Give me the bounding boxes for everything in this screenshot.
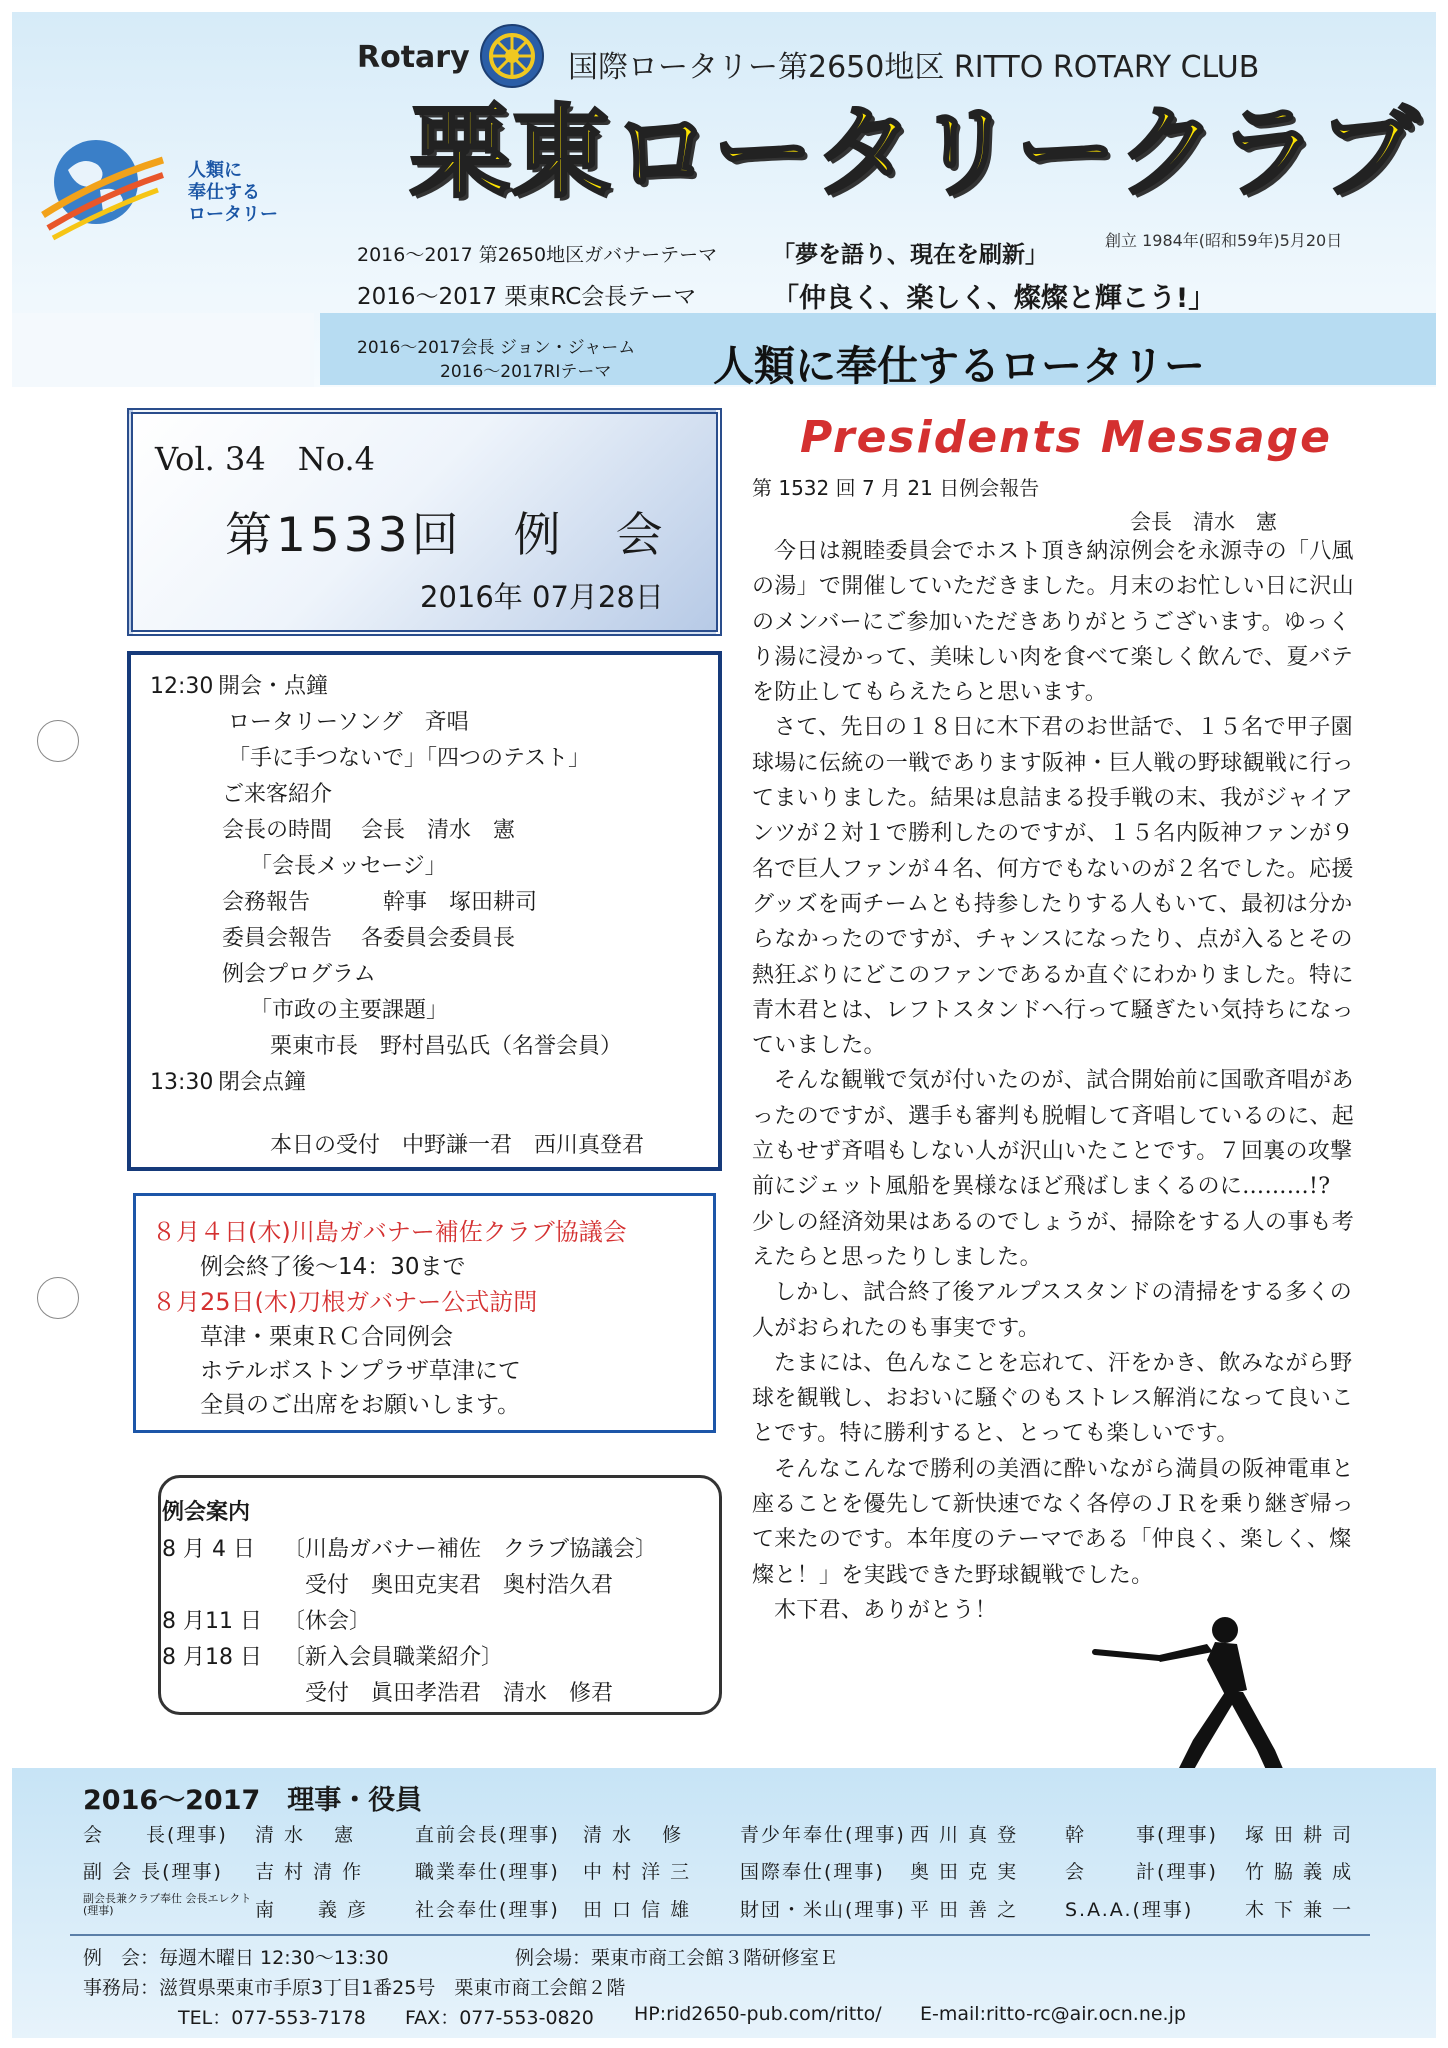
globe-logo-icon — [38, 120, 168, 250]
program-text: 「市政の主要課題」 — [250, 998, 449, 1023]
officer-role: 青少年奉仕(理事) — [740, 1824, 906, 1846]
officer-name: 木 下 兼 一 — [1245, 1899, 1354, 1921]
office-address: 事務局：滋賀県栗東市手原3丁目1番25号 栗東市商工会館２階 — [83, 1977, 626, 1999]
schedule-text: 〔新入会員職業紹介〕 — [283, 1645, 504, 1670]
program-text: ご来客紹介 — [222, 782, 333, 807]
president-theme-label: 2016～2017 栗東RC会長テーマ — [357, 284, 697, 310]
schedule-text: 〔川島ガバナー補佐 クラブ協議会〕 — [283, 1537, 658, 1562]
officer-role: S.A.A.(理事) — [1065, 1899, 1194, 1921]
district-title: 国際ロータリー第2650地区 RITTO ROTARY CLUB — [568, 50, 1260, 85]
program-text: 委員会報告 各委員会委員長 — [222, 926, 515, 951]
meeting-date: 2016年 07月28日 — [420, 580, 664, 614]
program-item — [150, 813, 622, 849]
volume-number: Vol. 34 No.4 — [155, 440, 375, 478]
officer-name: 清 水 修 — [583, 1824, 684, 1846]
officer-role: 会 長(理事) — [83, 1824, 228, 1846]
rotary-label: Rotary — [357, 40, 470, 75]
message-paragraph: たまには、色んなことを忘れて、汗をかき、飲みながら野球を観戦し、おおいに騒ぐのもストレス解消になって良いことです。特に勝利すると、とっても楽しいです。 — [752, 1350, 1354, 1447]
program-item — [150, 885, 622, 921]
message-paragraph: そんな観戦で気が付いたのが、試合開始前に国歌斉唱があったのですが、選手も審判も脱帽して斉唱しているのに、起立もせず斉唱もしない人が沢山いたことです。７回裏の攻撃前にジェット風船を異様なほど飛ばしまくるのに………!? 少しの経済効果はあるのでしょうが、掃除をする人の事も考えたらと思ったりしました。 — [752, 1068, 1355, 1270]
footer-divider — [70, 1934, 1370, 1936]
officer-role: 会 計(理事) — [1065, 1861, 1218, 1883]
program-text: ロータリーソング 斉唱 — [228, 710, 469, 735]
officer-name: 西 川 真 登 — [910, 1824, 1019, 1846]
program-item — [150, 921, 622, 957]
email-link[interactable]: E-mail:ritto-rc@air.ocn.ne.jp — [920, 2003, 1186, 2025]
message-paragraph: そんなこんなで勝利の美酒に酔いながら満員の阪神電車と座ることを優先して新快速でなく各停のＪＲを乗り継ぎ帰って来たのです。本年度のテーマである「仲良く、楽しく、燦燦と！」を実践できた野球観戦でした。 — [752, 1456, 1355, 1588]
officer-name: 塚 田 耕 司 — [1245, 1824, 1354, 1846]
message-paragraph: さて、先日の１８日に木下君のお世話で、１５名で甲子園球場に伝統の一戦であります阪神・巨人戦の野球観戦に行ってまいりました。結果は息詰まる投手戦の末、我がジャイアンツが２対１で勝利したのですが、１５名内阪神ファンが９名で巨人ファンが４名、何方でもないのが２名でした。応援グッズを両チームとも持参したりする人もいて、最初は分からなかったのですが、チャンスになったり、点が入るとその熱狂ぶりにどこのファンであるか直ぐにわかりました。特に青木君とは、レフトスタンドへ行って騒ぎたい気持ちになっていました。 — [752, 715, 1355, 1059]
officer-name: 竹 脇 義 成 — [1245, 1861, 1354, 1883]
message-paragraph: しかし、試合終了後アルプススタンドの清掃をする多くの人がおられたのも事実です。 — [752, 1280, 1353, 1341]
president-theme: 「仲良く、楽しく、燦燦と輝こう!」 — [772, 283, 1216, 314]
officer-role: 副 会 長(理事) — [83, 1861, 223, 1883]
logo-text-line: 奉仕する — [188, 182, 260, 203]
logo-text-line: 人類に — [188, 160, 242, 181]
notice-2-detail: ホテルボストンプラザ草津にて — [200, 1358, 521, 1384]
rotary-wheel-icon — [478, 22, 546, 90]
ri-theme: 人類に奉仕するロータリー — [713, 342, 1205, 390]
program-item — [150, 669, 622, 705]
program-text: 閉会点鐘 — [218, 1070, 307, 1095]
program-item — [150, 1029, 622, 1065]
officer-name: 中 村 洋 三 — [583, 1861, 692, 1883]
binder-hole — [37, 720, 79, 762]
schedule-date: 8 月 4 日 — [162, 1537, 255, 1562]
founded-date: 創立 1984年(昭和59年)5月20日 — [1105, 231, 1343, 250]
notice-2-detail: 全員のご出席をお願いします。 — [200, 1392, 521, 1418]
club-name-title: 栗東ロータリークラブ — [410, 94, 1420, 211]
program-text: 「会長メッセージ」 — [250, 854, 447, 879]
schedule-text: 受付 奥田克実君 奥村浩久君 — [305, 1573, 614, 1598]
officer-role: 財団・米山(理事) — [740, 1899, 906, 1921]
program-item — [150, 777, 622, 813]
schedule-text: 〔休会〕 — [283, 1609, 372, 1634]
message-body — [752, 534, 1364, 1628]
program-item — [150, 741, 622, 777]
program-item — [150, 849, 622, 885]
governor-theme: 「夢を語り、現在を刷新」 — [772, 242, 1048, 268]
officer-role: 副会長兼クラブ奉仕 会長エレクト(理事) — [83, 1892, 252, 1917]
program-item — [150, 705, 622, 741]
ri-theme-label: 2016～2017RIテーマ — [440, 362, 612, 382]
program-text: 例会プログラム — [222, 962, 376, 987]
program-text: 「手に手つないで」「四つのテスト」 — [228, 746, 591, 771]
ri-president: 2016～2017会長 ジョン・ジャーム — [357, 338, 636, 358]
binder-hole — [37, 1277, 79, 1319]
officer-role: 社会奉仕(理事) — [415, 1899, 560, 1921]
meeting-schedule: 例 会：毎週木曜日 12:30～13:30 — [83, 1947, 389, 1969]
officer-role: 直前会長(理事) — [415, 1824, 560, 1846]
office-fax: FAX：077-553-0820 — [405, 2007, 594, 2029]
notice-2-title: ８月25日(木)刀根ガバナー公式訪問 — [152, 1288, 538, 1316]
reception-staff: 本日の受付 中野謙一君 西川真登君 — [270, 1133, 645, 1158]
program-item — [150, 1065, 622, 1101]
homepage-link[interactable]: HP:rid2650-pub.com/ritto/ — [634, 2003, 882, 2025]
meeting-venue: 例会場：栗東市商工会館３階研修室Ｅ — [515, 1947, 839, 1969]
schedule-text: 受付 眞田孝浩君 清水 修君 — [305, 1681, 614, 1706]
message-subtitle: 第 1532 回 7 月 21 日例会報告 — [752, 476, 1040, 500]
notice-1-detail: 例会終了後～14：30まで — [200, 1254, 466, 1280]
officer-name: 南 義 彦 — [255, 1899, 369, 1921]
officer-role: 職業奉仕(理事) — [415, 1861, 560, 1883]
logo-text-line: ロータリー — [188, 204, 278, 225]
office-tel: TEL：077-553-7178 — [178, 2007, 366, 2029]
logo-text — [188, 160, 278, 226]
program-text: 会長の時間 会長 清水 憲 — [222, 818, 515, 843]
officer-name: 清 水 憲 — [255, 1824, 356, 1846]
officer-name: 吉 村 清 作 — [255, 1861, 364, 1883]
officer-name: 奥 田 克 実 — [910, 1861, 1019, 1883]
message-paragraph: 今日は親睦委員会でホスト頂き納涼例会を永源寺の「八風の湯」で開催していただきました。月末のお忙しい日に沢山のメンバーにご参加いただきありがとうございます。ゆっくり湯に浸かって、美味しい肉を食べて楽しく飲んで、夏バテを防止してもらえたらと思います。 — [752, 539, 1355, 706]
schedule-date: 8 月18 日 — [162, 1645, 262, 1670]
program-list — [150, 669, 622, 1101]
officers-title: 2016～2017 理事・役員 — [83, 1785, 423, 1816]
message-author: 会長 清水 憲 — [1130, 510, 1277, 534]
program-text: 開会・点鐘 — [218, 674, 329, 699]
notice-1-title: ８月４日(木)川島ガバナー補佐クラブ協議会 — [152, 1218, 627, 1246]
officer-name: 田 口 信 雄 — [583, 1899, 692, 1921]
program-item — [150, 993, 622, 1029]
program-item — [150, 957, 622, 993]
program-time: 12:30 — [150, 674, 214, 699]
schedule-date: 8 月11 日 — [162, 1609, 262, 1634]
governor-theme-label: 2016～2017 第2650地区ガバナーテーマ — [357, 244, 718, 266]
baseball-batter-icon — [1075, 1600, 1335, 1790]
header-left-panel — [12, 313, 314, 387]
presidents-message-title: Presidents Message — [800, 412, 1332, 463]
notice-2-detail: 草津・栗東ＲＣ合同例会 — [200, 1324, 453, 1350]
schedule-heading: 例会案内 — [162, 1500, 251, 1525]
message-paragraph: 木下君、ありがとう！ — [774, 1597, 998, 1623]
meeting-number: 第1533回 例 会 — [225, 508, 667, 563]
officer-role: 幹 事(理事) — [1065, 1824, 1218, 1846]
officer-name: 平 田 善 之 — [910, 1899, 1019, 1921]
program-text: 栗東市長 野村昌弘氏（名誉会員） — [270, 1034, 623, 1059]
officer-role: 国際奉仕(理事) — [740, 1861, 885, 1883]
program-time: 13:30 — [150, 1070, 214, 1095]
program-text: 会務報告 幹事 塚田耕司 — [222, 890, 537, 915]
